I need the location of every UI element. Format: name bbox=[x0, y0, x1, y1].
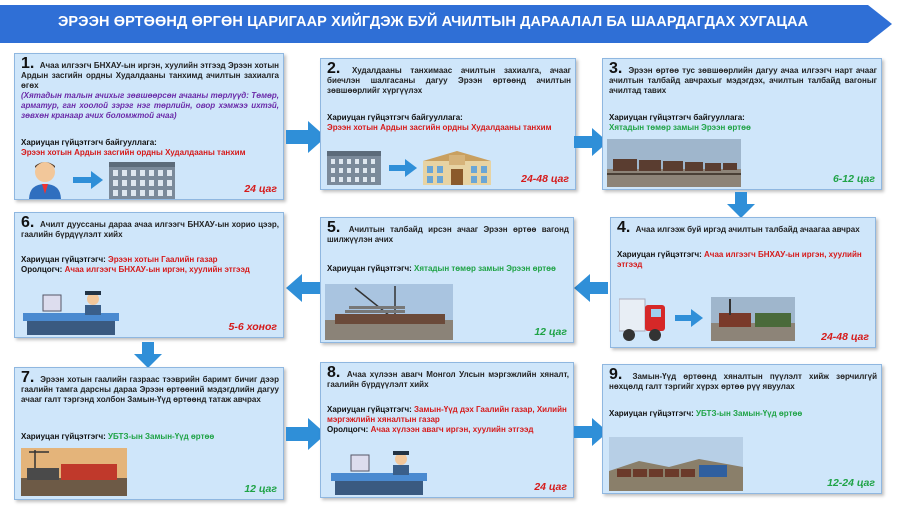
step-5-number: 5. bbox=[327, 219, 341, 236]
step-3-text: Эрээн өртөө тус зөвшөөрлийн дагуу ачаа илгээгч нарт ачааг ачилтын талбайд авчрахыг мэдэгдэх, ачилтын талбайд вагоныг ачилтад тавих bbox=[609, 66, 877, 95]
step-7-resp-label: Хариуцан гүйцэтгэгч: bbox=[21, 432, 106, 441]
step-9-resp-value: УБТЗ-ын Замын-Үүд өртөө bbox=[696, 409, 803, 418]
step-8-text: Ачаа хүлээн авагч Монгол Улсын мэргэжлийн хяналт, гаалийн бүрдүүлэлт хийх bbox=[327, 370, 569, 389]
step-2-box bbox=[320, 58, 576, 190]
step-9-duration: 12-24 цаг bbox=[827, 477, 875, 489]
step-5-duration: 12 цаг bbox=[534, 326, 567, 338]
step-1-box bbox=[14, 53, 284, 200]
person-icon bbox=[29, 162, 61, 200]
step-2-responsible bbox=[327, 113, 571, 133]
step-8-description bbox=[327, 364, 569, 390]
arrow-icon bbox=[389, 159, 417, 177]
step-4-resp-value: Ачаа илгээгч БНХАУ-ын иргэн, хуулийн этгээд bbox=[617, 250, 862, 269]
step-1-duration: 24 цаг bbox=[244, 183, 277, 195]
step-6-number: 6. bbox=[21, 214, 35, 231]
step-6-resp-value: Эрээн хотын Гаалийн газар bbox=[108, 255, 218, 264]
step-9-text: Замын-Үүд өртөөнд хяналтын пүүлэлт хийж зөрчилгүй нөхцөлд галт тэргийг хүрэх өртөө рүү явуулах bbox=[609, 372, 877, 391]
step-9-train-photo bbox=[609, 437, 743, 491]
step-3-train-photo bbox=[607, 139, 741, 187]
step-6-duration: 5-6 хоног bbox=[228, 321, 277, 333]
step-8-box bbox=[320, 362, 574, 498]
step-7-box bbox=[14, 367, 284, 500]
step-6-box bbox=[14, 212, 284, 338]
step-3-responsible bbox=[609, 113, 877, 133]
step-7-description bbox=[21, 369, 279, 405]
step-1-description bbox=[21, 55, 279, 121]
step-9-responsible bbox=[609, 409, 877, 419]
step-6-participant-label: Оролцогч: bbox=[21, 265, 63, 274]
step-6-description bbox=[21, 214, 279, 240]
step-5-resp-label: Хариуцан гүйцэтгэгч: bbox=[327, 264, 412, 273]
government-building-icon bbox=[109, 162, 175, 200]
step-4-box bbox=[610, 217, 876, 348]
step-6-text: Ачилт дууссаны дараа ачаа илгээгч БНХАУ-ын хорио цээр, гаалийн бүрдүүлэлт хийх bbox=[21, 220, 279, 239]
step-1-text: Ачаа илгээгч БНХАУ-ын иргэн, хуулийн этгээд Эрээн хотын Ардын засгийн ордны Худалдааны танхимд ачилтын захиалга өгөх bbox=[21, 61, 279, 90]
step-9-box bbox=[602, 364, 882, 494]
step-2-description bbox=[327, 60, 572, 96]
step-1-resp-value: Эрээн хотын Ардын засгийн ордны Худалдааны танхим bbox=[21, 148, 246, 157]
step-8-duration: 24 цаг bbox=[534, 481, 567, 493]
step-8-resp-label: Хариуцан гүйцэтгэгч: bbox=[327, 405, 412, 414]
step-7-train-photo bbox=[21, 448, 127, 496]
step-7-duration: 12 цаг bbox=[244, 483, 277, 495]
step-8-participant-label: Оролцогч: bbox=[327, 425, 369, 434]
step-2-duration: 24-48 цаг bbox=[521, 173, 569, 185]
loading-yard-photo bbox=[711, 297, 795, 341]
arrow-5-to-6 bbox=[286, 274, 320, 302]
step-3-description bbox=[609, 60, 877, 96]
government-building-icon bbox=[327, 151, 381, 185]
step-2-resp-label: Хариуцан гүйцэтгэгч байгууллага: bbox=[327, 113, 463, 122]
step-3-duration: 6-12 цаг bbox=[832, 173, 875, 185]
step-1-illustration bbox=[23, 158, 203, 200]
step-1-resp-label: Хариуцан гүйцэтгэгч байгууллага: bbox=[21, 138, 157, 147]
step-3-resp-value: Хятадын төмөр замын Эрээн өртөө bbox=[609, 123, 751, 132]
step-6-resp-label: Хариуцан гүйцэтгэгч: bbox=[21, 255, 106, 264]
customs-officer-illustration bbox=[23, 289, 123, 335]
page-title: ЭРЭЭН ӨРТӨӨНД ӨРГӨН ЦАРИГААР ХИЙГДЭЖ БУЙ АЧИЛТЫН ДАРААЛАЛ БА ШААРДАГДАХ ХУГАЦАА bbox=[58, 14, 809, 30]
step-8-resp-value: Замын-Үүд дэх Гаалийн газар, Хилийн мэргэжлийн хяналтын газар bbox=[327, 405, 567, 424]
step-7-resp-value: УБТЗ-ын Замын-Үүд өртөө bbox=[108, 432, 215, 441]
step-4-description bbox=[617, 219, 871, 236]
arrow-3-to-4 bbox=[727, 192, 755, 218]
arrow-icon bbox=[675, 309, 703, 327]
step-5-responsible bbox=[327, 264, 569, 274]
step-2-text: Худалдааны танхимаас ачилтын захиалга, ачааг биечлэн шалгасаны дагуу Эрээн өртөөнд ачилтын зөвшөөрлийг хүргүүлэх bbox=[327, 66, 572, 95]
step-2-illustration bbox=[327, 149, 497, 187]
station-building-icon bbox=[423, 151, 491, 185]
step-1-responsible bbox=[21, 138, 279, 158]
step-2-number: 2. bbox=[327, 60, 341, 77]
step-5-resp-value: Хятадын төмөр замын Эрээн өртөө bbox=[414, 264, 556, 273]
step-7-responsible bbox=[21, 432, 279, 442]
step-4-resp-label: Хариуцан гүйцэтгэгч: bbox=[617, 250, 702, 259]
step-9-resp-label: Хариуцан гүйцэтгэгч: bbox=[609, 409, 694, 418]
step-5-text: Ачилтын талбайд ирсэн ачааг Эрээн өртөө вагонд шилжүүлэн ачих bbox=[327, 225, 569, 244]
step-5-box bbox=[320, 217, 574, 343]
step-7-number: 7. bbox=[21, 369, 35, 386]
step-2-resp-value: Эрээн хотын Ардын засгийн ордны Худалдааны танхим bbox=[327, 123, 552, 132]
title-banner bbox=[0, 5, 892, 43]
step-8-responsible bbox=[327, 405, 569, 435]
step-4-responsible bbox=[617, 250, 871, 270]
step-4-illustration bbox=[619, 293, 799, 345]
step-1-note: (Хятадын талын ачихыг зөвшөөрсөн ачааны төрлүүд: Төмөр, арматур, ган хоолой зэрэг нэг төрлийн, овор хэмжээ ихтэй, зөвхөн кранаар ачих боломжтой ачаа) bbox=[21, 91, 279, 120]
step-3-number: 3. bbox=[609, 60, 623, 77]
step-6-responsible bbox=[21, 255, 279, 275]
customs-officer-illustration bbox=[331, 449, 431, 495]
step-5-loading-photo bbox=[325, 284, 453, 340]
step-1-number: 1. bbox=[21, 55, 35, 72]
truck-icon bbox=[619, 299, 665, 341]
arrow-6-to-7 bbox=[134, 342, 162, 368]
step-8-number: 8. bbox=[327, 364, 341, 381]
step-7-text: Эрээн хотын гаалийн газраас тээврийн баримт бичиг дээр гаалийн тамга дарсны дараа Эрээн өртөөний мэдэгдлийн дагуу ачааг галт тэргэнд холбон Замын-Үүд өртөөнд татаж авчрах bbox=[21, 375, 279, 404]
arrow-icon bbox=[73, 171, 103, 189]
step-4-duration: 24-48 цаг bbox=[821, 331, 869, 343]
step-9-number: 9. bbox=[609, 366, 623, 383]
step-9-description bbox=[609, 366, 877, 392]
step-3-box bbox=[602, 58, 882, 190]
step-3-resp-label: Хариуцан гүйцэтгэгч байгууллага: bbox=[609, 113, 745, 122]
step-6-participant-value: Ачаа илгээгч БНХАУ-ын иргэн, хуулийн этгээд bbox=[64, 265, 250, 274]
arrow-4-to-5 bbox=[574, 274, 608, 302]
step-5-description bbox=[327, 219, 569, 245]
step-8-participant-value: Ачаа хүлээн авагч иргэн, хуулийн этгээд bbox=[370, 425, 534, 434]
step-4-number: 4. bbox=[617, 219, 631, 236]
step-4-text: Ачаа илгээж буй иргэд ачилтын талбайд ачаагаа авчрах bbox=[635, 225, 860, 234]
